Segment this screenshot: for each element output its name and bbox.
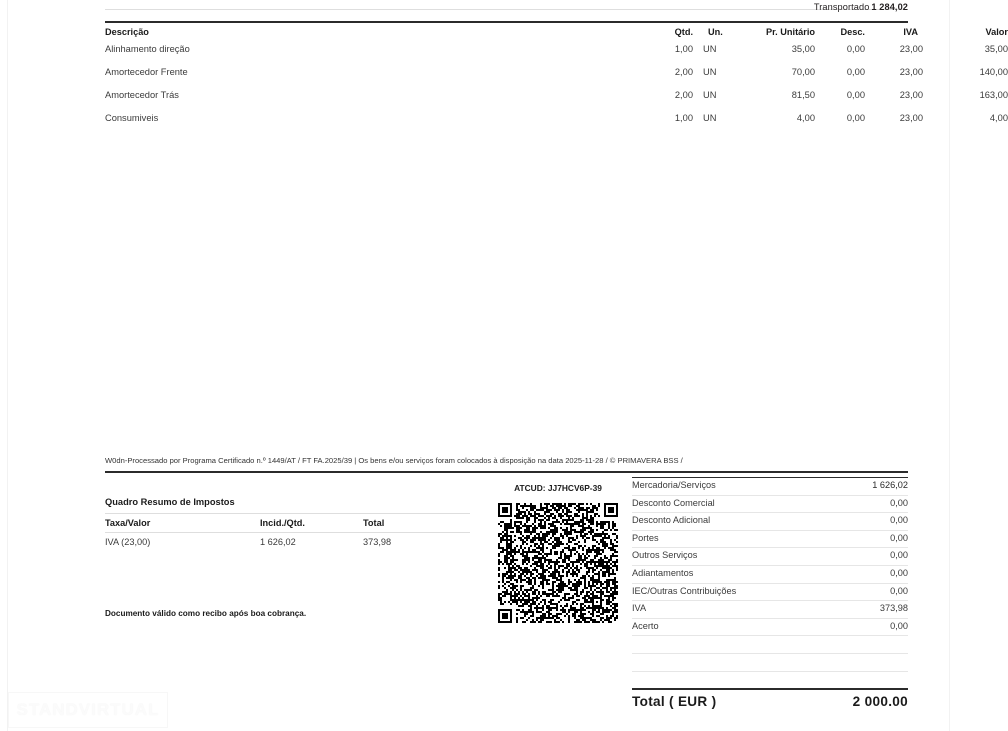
cell-quantity: 1,00 bbox=[674, 44, 693, 54]
totals-label: Mercadoria/Serviços bbox=[632, 480, 716, 490]
tax-summary-block bbox=[105, 496, 470, 509]
cell-unit-price: 70,00 bbox=[791, 67, 815, 77]
cell-amount: 4,00 bbox=[989, 113, 1008, 123]
totals-value: 0,00 bbox=[890, 620, 908, 631]
totals-row-empty bbox=[632, 636, 908, 654]
totals-panel bbox=[632, 478, 908, 672]
totals-value: 0,00 bbox=[890, 497, 908, 508]
totals-label: Outros Serviços bbox=[632, 550, 698, 561]
totals-label: Adiantamentos bbox=[632, 567, 694, 578]
carried-forward-label: Transportado bbox=[813, 2, 870, 12]
column-header-discount: Desc. bbox=[840, 27, 865, 37]
cell-discount: 0,00 bbox=[846, 44, 865, 54]
cell-unit-price: 4,00 bbox=[796, 113, 815, 123]
rule-below-legal bbox=[105, 471, 908, 473]
tax-summary-row bbox=[105, 534, 470, 553]
column-header-amount: Valor bbox=[985, 27, 1008, 37]
column-header-description: Descrição bbox=[105, 27, 149, 37]
cell-vat: 23,00 bbox=[899, 44, 923, 54]
qr-code-icon bbox=[498, 503, 618, 623]
items-table bbox=[105, 26, 1008, 135]
carried-forward-value: 1 284,02 bbox=[871, 2, 908, 12]
cell-discount: 0,00 bbox=[846, 113, 865, 123]
items-table-header-row bbox=[105, 26, 1008, 43]
totals-row bbox=[632, 619, 908, 637]
totals-row bbox=[632, 548, 908, 566]
totals-row bbox=[632, 496, 908, 514]
table-row bbox=[105, 112, 1008, 135]
column-header-unit: Un. bbox=[708, 27, 723, 37]
cell-unit: UN bbox=[703, 44, 717, 54]
column-header-quantity: Qtd. bbox=[674, 27, 693, 37]
table-row bbox=[105, 66, 1008, 89]
cell-unit: UN bbox=[703, 67, 717, 77]
cell-discount: 0,00 bbox=[846, 67, 865, 77]
cell-unit: UN bbox=[703, 90, 717, 100]
totals-label: IVA bbox=[632, 603, 647, 614]
rule-tax-header-bottom bbox=[105, 532, 470, 533]
column-header-unit-price: Pr. Unitário bbox=[765, 27, 815, 37]
column-header-vat: IVA bbox=[903, 27, 918, 37]
tax-column-header-total: Total bbox=[363, 518, 385, 528]
cell-unit-price: 35,00 bbox=[791, 44, 815, 54]
tax-summary-title: Quadro Resumo de Impostos bbox=[105, 497, 235, 507]
cell-amount: 140,00 bbox=[979, 67, 1008, 77]
totals-row bbox=[632, 584, 908, 602]
totals-value: 0,00 bbox=[890, 515, 908, 526]
cell-discount: 0,00 bbox=[846, 90, 865, 100]
cell-description: Alinhamento direção bbox=[105, 44, 190, 54]
watermark: STANDVIRTUAL bbox=[8, 692, 168, 728]
totals-value: 0,00 bbox=[890, 532, 908, 543]
page-edge-right bbox=[949, 0, 950, 731]
totals-row bbox=[632, 531, 908, 549]
totals-row-empty bbox=[632, 654, 908, 672]
totals-row bbox=[632, 601, 908, 619]
atcud-label: ATCUD: JJ7HCV6P-39 bbox=[514, 483, 602, 493]
cell-description: Consumiveis bbox=[105, 113, 159, 123]
totals-value: 373,98 bbox=[879, 603, 908, 614]
cell-vat: 23,00 bbox=[899, 90, 923, 100]
cell-quantity: 2,00 bbox=[674, 90, 693, 100]
totals-label: Portes bbox=[632, 532, 659, 543]
cell-amount: 163,00 bbox=[979, 90, 1008, 100]
totals-row bbox=[632, 566, 908, 584]
tax-cell-total: 373,98 bbox=[363, 537, 392, 547]
cell-quantity: 2,00 bbox=[674, 67, 693, 77]
totals-value: 0,00 bbox=[890, 585, 908, 596]
cell-unit: UN bbox=[703, 113, 717, 123]
totals-label: Desconto Adicional bbox=[632, 515, 711, 526]
totals-value: 1 626,02 bbox=[872, 480, 908, 490]
totals-row bbox=[632, 513, 908, 531]
receipt-validity-note: Documento válido como recibo após boa cobrança. bbox=[105, 609, 307, 618]
table-row bbox=[105, 89, 1008, 112]
page-edge-left bbox=[7, 0, 8, 731]
rule-items-table-top bbox=[105, 21, 908, 23]
totals-value: 0,00 bbox=[890, 550, 908, 561]
cell-vat: 23,00 bbox=[899, 67, 923, 77]
legal-notice: W0dn-Processado por Programa Certificado n.º 1449/AT / FT FA.2025/39 | Os bens e/ou serviços foram colocados à disposição na data 2025-11-28 / © PRIMAVERA BSS / bbox=[105, 456, 683, 465]
totals-value: 0,00 bbox=[890, 567, 908, 578]
cell-amount: 35,00 bbox=[984, 44, 1008, 54]
tax-column-header-base: Incid./Qtd. bbox=[260, 518, 305, 528]
table-row bbox=[105, 43, 1008, 66]
cell-unit-price: 81,50 bbox=[791, 90, 815, 100]
grand-total-value: 2 000.00 bbox=[852, 694, 908, 709]
cell-quantity: 1,00 bbox=[674, 113, 693, 123]
cell-description: Amortecedor Trás bbox=[105, 90, 179, 100]
tax-column-header-rate: Taxa/Valor bbox=[105, 518, 151, 528]
cell-vat: 23,00 bbox=[899, 113, 923, 123]
grand-total-label: Total ( EUR ) bbox=[632, 694, 717, 709]
rule-grand-total bbox=[632, 688, 908, 690]
totals-row bbox=[632, 478, 908, 496]
cell-description: Amortecedor Frente bbox=[105, 67, 188, 77]
totals-row-separator bbox=[632, 671, 908, 672]
totals-label: IEC/Outras Contribuições bbox=[632, 585, 737, 596]
totals-label: Acerto bbox=[632, 620, 659, 631]
carried-forward-line bbox=[105, 2, 908, 12]
totals-label: Desconto Comercial bbox=[632, 497, 715, 508]
tax-cell-rate: IVA (23,00) bbox=[105, 537, 151, 547]
rule-tax-header-top bbox=[105, 513, 470, 514]
tax-cell-base: 1 626,02 bbox=[260, 537, 296, 547]
